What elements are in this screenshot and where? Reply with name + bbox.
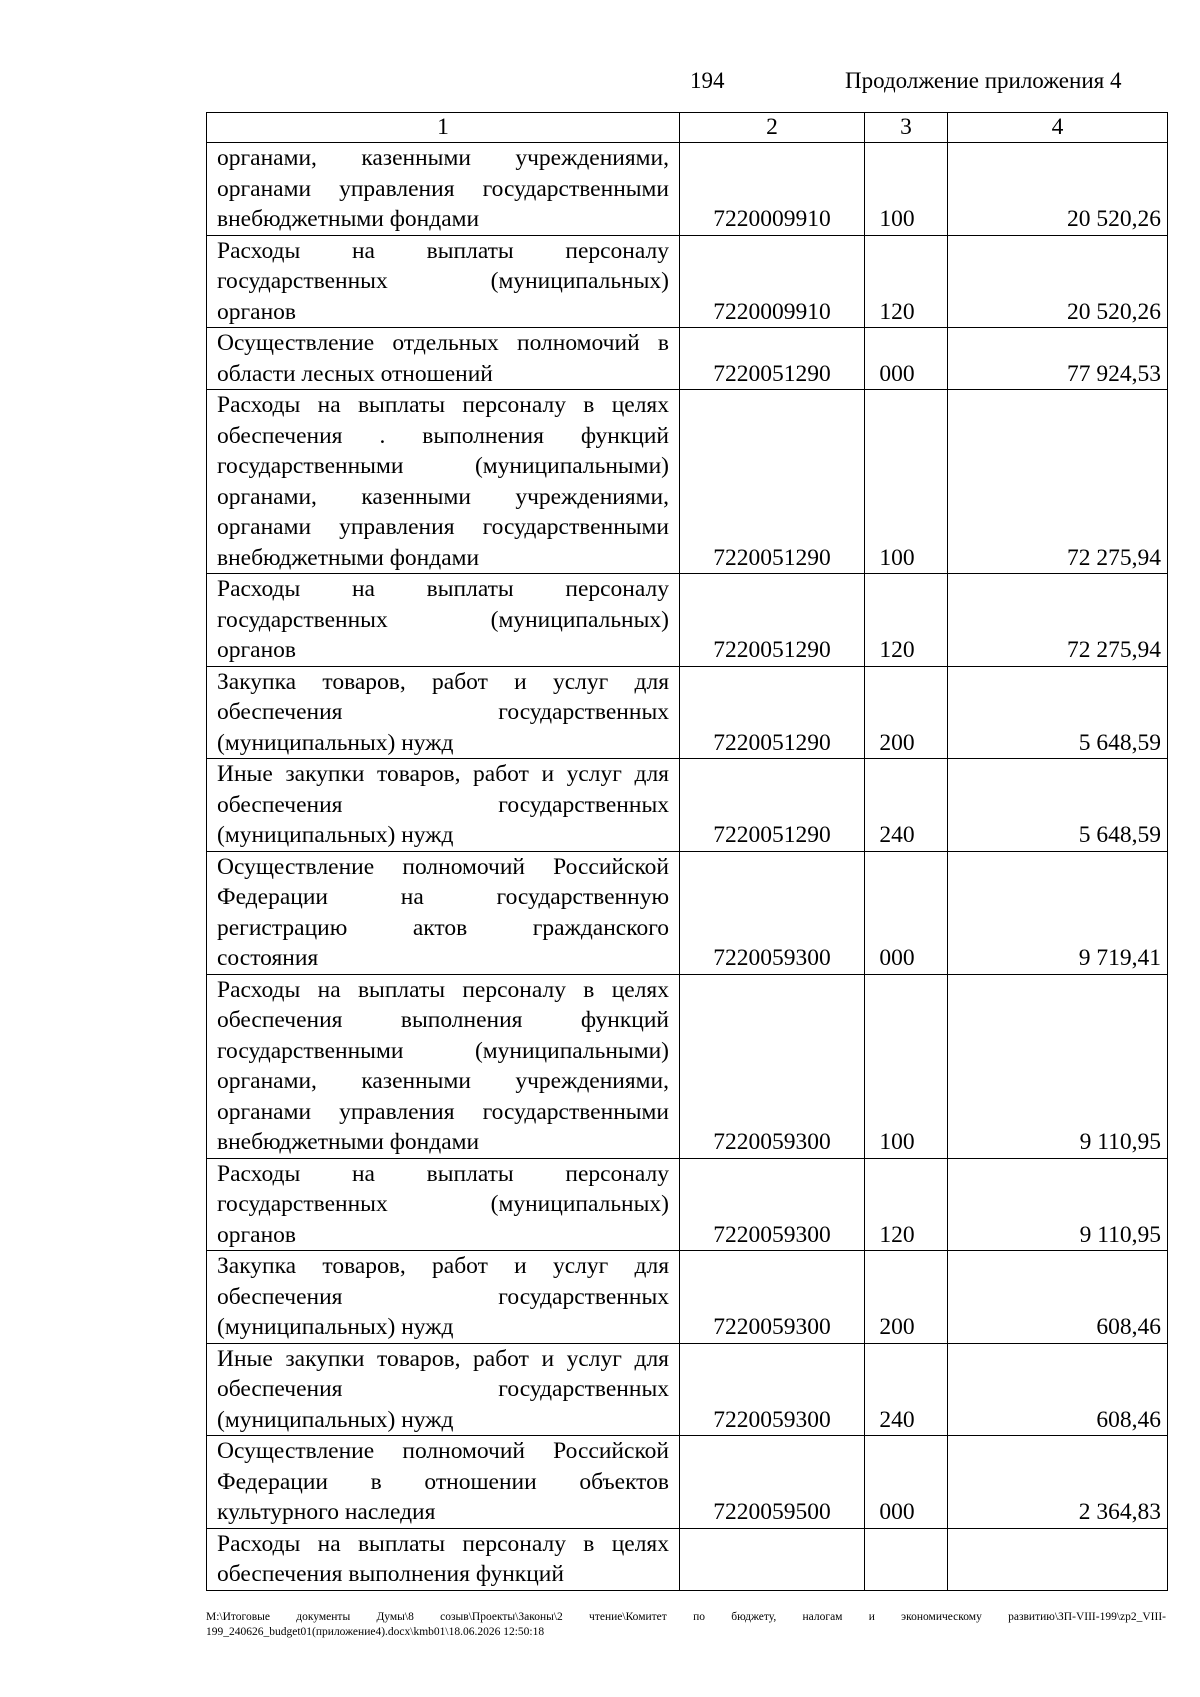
- budget-table: [206, 112, 1168, 1591]
- description-line: государственными (муниципальными): [217, 1037, 669, 1064]
- row-expense-kind: 120: [865, 235, 948, 328]
- description-line: обеспечения государственных: [217, 1376, 669, 1402]
- table-row: [207, 1158, 1168, 1251]
- row-expense-kind: 120: [865, 1158, 948, 1251]
- description-line: органами управления государственными: [217, 175, 669, 202]
- description-line: государственных (муниципальных): [217, 606, 669, 633]
- description-line: Расходы на выплаты персоналу в целях: [217, 1530, 669, 1557]
- row-expense-kind: 000: [865, 1436, 948, 1529]
- table-row: [207, 666, 1168, 759]
- row-amount: 5 648,59: [948, 666, 1168, 759]
- description-line: органами, казенными учреждениями,: [217, 1068, 669, 1094]
- row-code: 7220059300: [680, 1251, 865, 1344]
- row-code: 7220059300: [680, 974, 865, 1158]
- appendix-label: Продолжение приложения 4: [845, 68, 1122, 93]
- description-line: Расходы на выплаты персоналу: [217, 1160, 669, 1187]
- table-row: [207, 1343, 1168, 1436]
- row-description: [207, 759, 680, 852]
- row-expense-kind: 100: [865, 974, 948, 1158]
- table-row: [207, 1436, 1168, 1529]
- table-body: [207, 143, 1168, 1591]
- page-header: [0, 68, 1200, 102]
- description-line: культурного наследия: [217, 1499, 436, 1525]
- description-line: Закупка товаров, работ и услуг для: [217, 1253, 669, 1279]
- description-line: органами управления государственными: [217, 1098, 669, 1125]
- row-amount: 20 520,26: [948, 235, 1168, 328]
- description-line: Расходы на выплаты персоналу в целях: [217, 392, 669, 418]
- row-description: [207, 1436, 680, 1529]
- row-amount: [948, 1528, 1168, 1590]
- row-code: 7220059500: [680, 1436, 865, 1529]
- row-amount: 9 110,95: [948, 1158, 1168, 1251]
- description-line: обеспечения государственных: [217, 699, 669, 725]
- description-line: государственных (муниципальных): [217, 268, 669, 294]
- column-header: 2: [680, 113, 865, 143]
- table-row: [207, 328, 1168, 390]
- row-description: [207, 1528, 680, 1590]
- row-amount: 608,46: [948, 1343, 1168, 1436]
- row-code: 7220059300: [680, 1343, 865, 1436]
- row-code: [680, 1528, 865, 1590]
- row-description: [207, 1343, 680, 1436]
- description-line: состояния: [217, 945, 319, 971]
- row-description: [207, 1158, 680, 1251]
- table-row: [207, 235, 1168, 328]
- row-description: [207, 574, 680, 667]
- row-expense-kind: 200: [865, 666, 948, 759]
- table-row: [207, 390, 1168, 574]
- row-description: [207, 143, 680, 236]
- row-code: 7220051290: [680, 666, 865, 759]
- description-line: органами управления государственными: [217, 514, 669, 540]
- table-row: [207, 574, 1168, 667]
- row-amount: 9 110,95: [948, 974, 1168, 1158]
- row-amount: 9 719,41: [948, 851, 1168, 974]
- description-line: (муниципальных) нужд: [217, 1314, 454, 1340]
- description-line: Осуществление полномочий Российской: [217, 853, 669, 880]
- description-line: Осуществление полномочий Российской: [217, 1438, 669, 1464]
- row-code: 7220059300: [680, 1158, 865, 1251]
- row-code: 7220051290: [680, 328, 865, 390]
- row-expense-kind: [865, 1528, 948, 1590]
- description-line: обеспечения государственных: [217, 791, 669, 818]
- row-amount: 77 924,53: [948, 328, 1168, 390]
- description-line: (муниципальных) нужд: [217, 822, 454, 848]
- document-path-footer: M:\Итоговые документы Думы\8 созыв\Проекты\Законы\2 чтение\Комитет по бюджету, налогам и экономическому развитию\ЗП-VIII-199\zp2_VIII-199_240626_budget01(приложение4).docx\kmb01\18.06.2026 12:50:18: [206, 1611, 1166, 1638]
- page-number: 194: [690, 68, 725, 93]
- row-description: [207, 235, 680, 328]
- row-expense-kind: 100: [865, 143, 948, 236]
- row-code: 7220059300: [680, 851, 865, 974]
- description-line: органов: [217, 637, 296, 663]
- column-header: 1: [207, 113, 680, 143]
- row-expense-kind: 100: [865, 390, 948, 574]
- row-amount: 2 364,83: [948, 1436, 1168, 1529]
- row-amount: 608,46: [948, 1251, 1168, 1344]
- row-code: 7220051290: [680, 574, 865, 667]
- description-line: регистрацию актов гражданского: [217, 914, 669, 941]
- table-row: [207, 1251, 1168, 1344]
- description-line: органов: [217, 1221, 296, 1248]
- description-line: Иные закупки товаров, работ и услуг для: [217, 761, 669, 787]
- description-line: обеспечения государственных: [217, 1283, 669, 1310]
- description-line: обеспечения выполнения функций: [217, 1561, 564, 1587]
- description-line: внебюджетными фондами: [217, 1129, 480, 1155]
- description-line: (муниципальных) нужд: [217, 1406, 454, 1433]
- row-expense-kind: 240: [865, 1343, 948, 1436]
- table-row: [207, 1528, 1168, 1590]
- description-line: государственными (муниципальными): [217, 453, 669, 479]
- row-expense-kind: 200: [865, 1251, 948, 1344]
- row-code: 7220009910: [680, 143, 865, 236]
- description-line: органами, казенными учреждениями,: [217, 145, 669, 171]
- row-expense-kind: 000: [865, 328, 948, 390]
- column-header: 4: [948, 113, 1168, 143]
- row-amount: 20 520,26: [948, 143, 1168, 236]
- row-description: [207, 666, 680, 759]
- row-description: [207, 974, 680, 1158]
- description-line: (муниципальных) нужд: [217, 729, 454, 756]
- description-line: внебюджетными фондами: [217, 206, 480, 232]
- table-row: [207, 759, 1168, 852]
- description-line: Федерации на государственную: [217, 884, 669, 910]
- row-amount: 5 648,59: [948, 759, 1168, 852]
- column-header: 3: [865, 113, 948, 143]
- description-line: внебюджетными фондами: [217, 544, 480, 571]
- description-line: государственных (муниципальных): [217, 1191, 669, 1217]
- description-line: органами, казенными учреждениями,: [217, 483, 669, 510]
- table-row: [207, 143, 1168, 236]
- description-line: органов: [217, 298, 296, 325]
- table-row: [207, 851, 1168, 974]
- row-code: 7220051290: [680, 390, 865, 574]
- row-description: [207, 390, 680, 574]
- row-code: 7220009910: [680, 235, 865, 328]
- row-description: [207, 851, 680, 974]
- description-line: Расходы на выплаты персоналу: [217, 237, 669, 264]
- description-line: Иные закупки товаров, работ и услуг для: [217, 1345, 669, 1372]
- description-line: Расходы на выплаты персоналу: [217, 576, 669, 602]
- description-line: обеспечения выполнения функций: [217, 1007, 669, 1033]
- row-expense-kind: 120: [865, 574, 948, 667]
- row-description: [207, 328, 680, 390]
- row-expense-kind: 000: [865, 851, 948, 974]
- row-amount: 72 275,94: [948, 574, 1168, 667]
- row-amount: 72 275,94: [948, 390, 1168, 574]
- description-line: Осуществление отдельных полномочий в: [217, 330, 669, 356]
- description-line: Федерации в отношении объектов: [217, 1468, 669, 1495]
- row-description: [207, 1251, 680, 1344]
- description-line: Закупка товаров, работ и услуг для: [217, 668, 669, 695]
- description-line: области лесных отношений: [217, 360, 493, 387]
- table-row: [207, 974, 1168, 1158]
- table-header-row: [207, 113, 1168, 143]
- row-code: 7220051290: [680, 759, 865, 852]
- description-line: Расходы на выплаты персоналу в целях: [217, 976, 669, 1003]
- row-expense-kind: 240: [865, 759, 948, 852]
- description-line: обеспечения . выполнения функций: [217, 422, 669, 449]
